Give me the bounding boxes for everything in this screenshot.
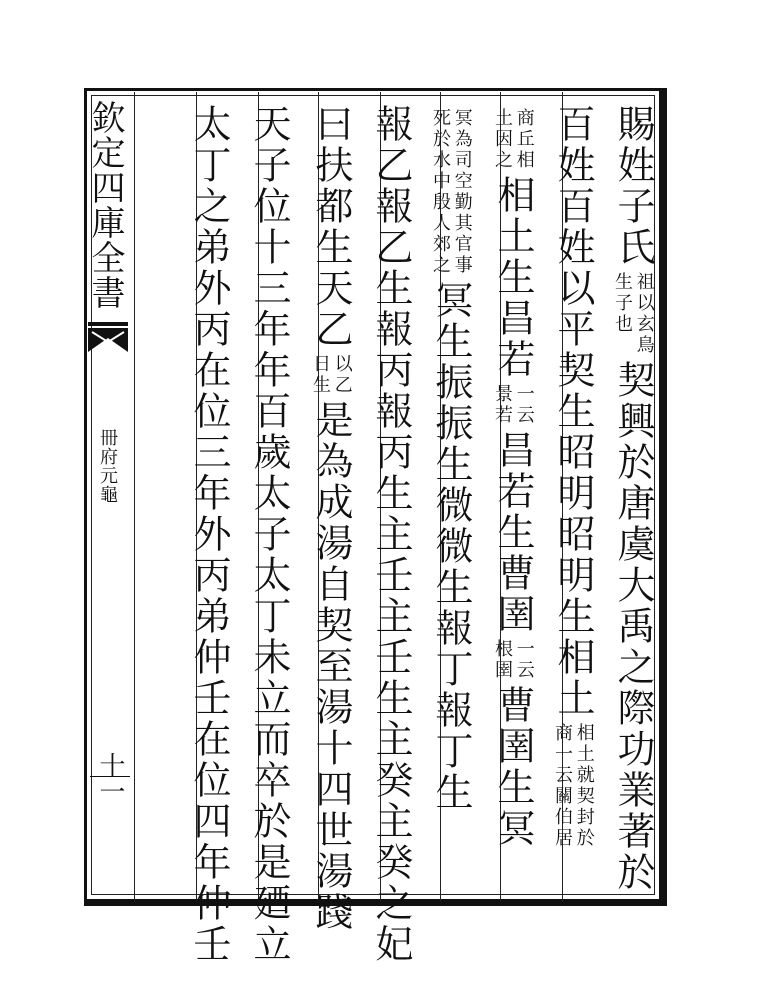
main-text: 賜姓子氏: [611, 104, 655, 268]
annotation: [430, 108, 472, 276]
text-column: [426, 104, 476, 813]
annotation: [310, 354, 352, 396]
text-column: [488, 104, 538, 849]
main-text: 相土生昌若: [491, 175, 535, 380]
text-column: [184, 104, 234, 965]
annotation-line: 商丘相: [513, 108, 535, 171]
annotation-line: 一云: [513, 639, 535, 681]
annotation-line: 冥為司空勤其官事: [451, 108, 473, 276]
main-text: 太丁之弟外丙在位三年外丙弟仲壬在位四年仲壬: [187, 104, 231, 965]
text-column: [366, 104, 416, 965]
margin-page-number: 十一: [95, 752, 125, 804]
text-column: [306, 104, 356, 933]
text-column: [608, 104, 658, 893]
margin-title: 欽定四庫全書: [85, 100, 125, 310]
margin-book-title: 冊府元龜: [97, 428, 118, 504]
main-text: 曹圉生冥: [491, 685, 535, 849]
text-column: [548, 104, 598, 853]
margin-divider: [134, 92, 135, 902]
annotation-line: 祖以玄鳥: [633, 272, 655, 356]
main-text: 冥生振振生微微生報丁報丁生: [429, 280, 473, 813]
annotation-line: 景若: [492, 384, 513, 426]
annotation: [492, 108, 534, 171]
annotation-line: 相土就契封於: [573, 723, 595, 849]
annotation-line: 土因之: [492, 108, 513, 171]
main-text: 曰扶都生天乙: [309, 104, 353, 350]
main-text: 契興於唐虞大禹之際功業著於: [611, 360, 655, 893]
annotation-line: 以乙: [331, 354, 353, 396]
fish-tail-ornament-icon: [88, 322, 128, 358]
annotation: [492, 639, 534, 681]
main-text: 天子位十三年年百歲太子太丁未立而卒於是廼立: [247, 104, 291, 965]
annotation-line: 根圉: [492, 639, 513, 681]
main-text: 報乙報乙生報丙報丙生主壬主壬生主癸主癸之妃: [369, 104, 413, 965]
main-text: 昌若生曹圉: [491, 430, 535, 635]
text-column: [244, 104, 294, 965]
annotation: [612, 272, 654, 356]
annotation-line: 生子也: [612, 272, 633, 335]
annotation: [552, 723, 594, 849]
main-text: 百姓百姓以平契生昭明昭明生相土: [551, 104, 595, 719]
annotation-line: 商一云關伯居: [552, 723, 573, 849]
annotation-line: 日生: [310, 354, 331, 396]
annotation: [492, 384, 534, 426]
main-text: 是為成湯自契至湯十四世湯踐: [309, 400, 353, 933]
annotation-line: 一云: [513, 384, 535, 426]
annotation-line: 死於水中殷人郊之: [430, 108, 451, 276]
